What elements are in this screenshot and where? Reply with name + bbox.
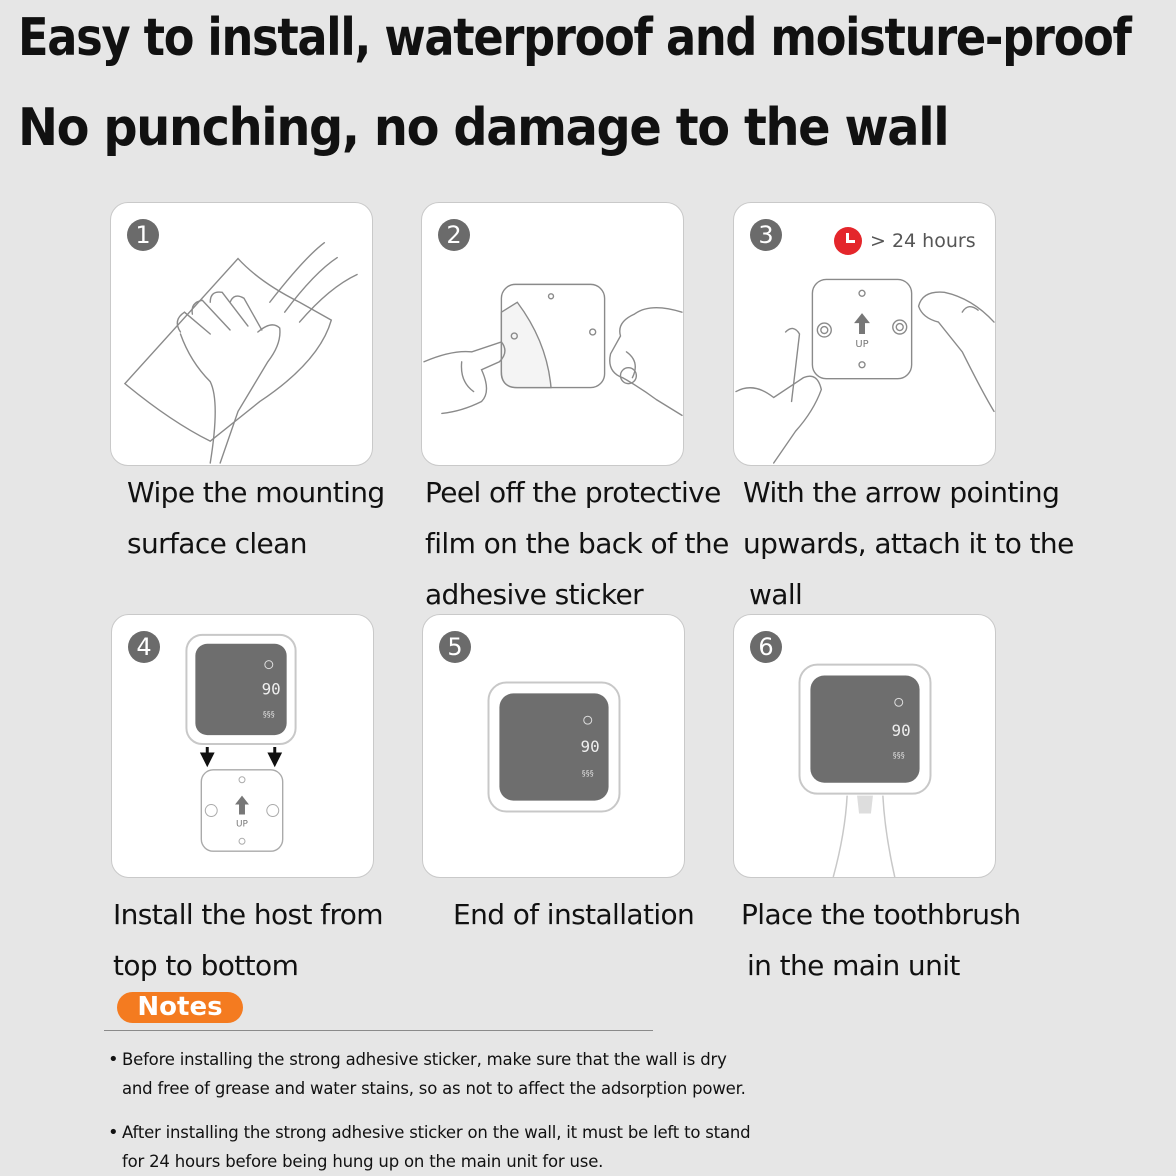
svg-text:§§§: §§§ [262,710,275,720]
step-5-caption: End of installation [453,898,695,931]
step-2-number: 2 [438,219,470,251]
notes-badge: Notes [117,992,243,1023]
bullet-icon: • [108,1049,119,1070]
step-4-number: 4 [128,631,160,663]
step-4-caption: Install the host from top to bottom [113,898,383,982]
note-item-1: • Before installing the strong adhesive sticker, make sure that the wall is dry and free of grease and water stains, so as not to affect the adsorption power. [108,1045,746,1103]
step-5-number: 5 [439,631,471,663]
step-1-card [110,202,373,466]
headline-line-2: No punching, no damage to the wall [18,98,949,158]
timer-note [834,227,976,255]
step-3-caption: With the arrow pointing upwards, attach it to the wall [743,476,1074,611]
note-item-2: • After installing the strong adhesive sticker on the wall, it must be left to stand for 24 hours before being hung up on the main unit for use. [108,1118,750,1176]
step-3-card [733,202,996,466]
bullet-icon: • [108,1122,119,1143]
headline-line-1: Easy to install, waterproof and moisture-proof [18,8,1131,68]
timer-label: > 24 hours [870,230,976,252]
step-2-card [421,202,684,466]
step-3-number: 3 [750,219,782,251]
display-value: 90 [261,679,281,699]
step-1-caption: Wipe the mounting surface clean [127,476,385,560]
step-5-card [422,614,685,878]
step-6-caption: Place the toothbrush in the main unit [741,898,1021,982]
display-value: 90 [580,736,600,756]
step-6-card [733,614,996,878]
arrow-up-label: UP [236,819,248,830]
display-value: 90 [891,721,911,741]
step-1-number: 1 [127,219,159,251]
step-2-caption: Peel off the protective film on the back of the adhesive sticker [425,476,729,611]
step-6-number: 6 [750,631,782,663]
arrow-up-label: UP [855,338,869,350]
step-4-card [111,614,374,878]
clock-icon [834,227,862,255]
svg-text:§§§: §§§ [581,768,594,778]
notes-divider [104,1030,653,1031]
svg-text:§§§: §§§ [892,750,905,760]
